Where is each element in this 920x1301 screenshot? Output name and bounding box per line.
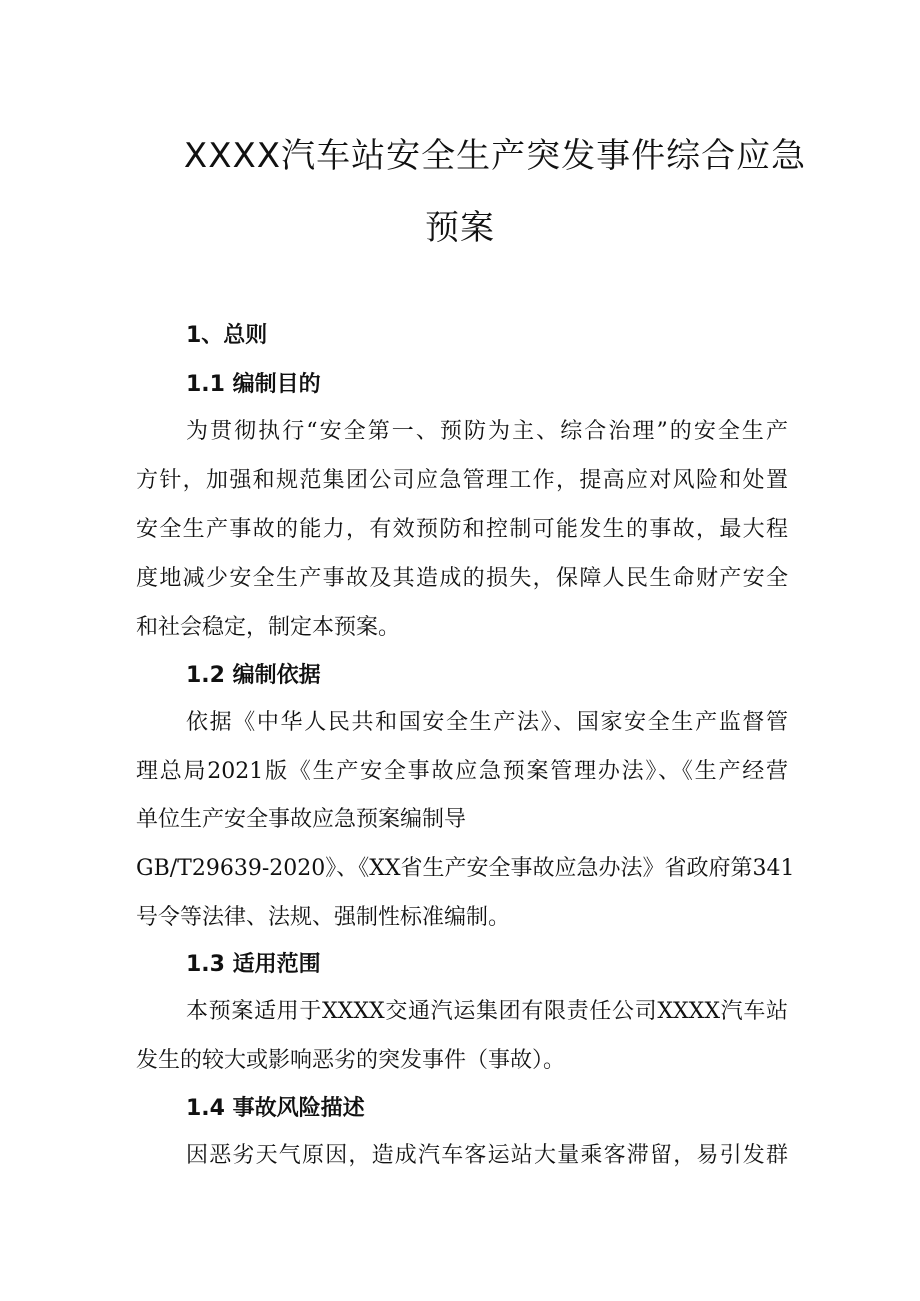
paragraph-line: 本预案适用于XXXX交通汽运集团有限责任公司XXXX汽车站	[186, 999, 788, 1024]
paragraph-line: 方针，加强和规范集团公司应急管理工作，提高应对风险和处置	[136, 468, 788, 493]
paragraph-line: 因恶劣天气原因，造成汽车客运站大量乘客滞留，易引发群	[186, 1143, 788, 1168]
paragraph-line: 单位生产安全事故应急预案编制导	[136, 807, 467, 832]
paragraph-line: 号令等法律、法规、强制性标准编制。	[136, 905, 511, 930]
paragraph-line: 度地减少安全生产事故及其造成的损失，保障人民生命财产安全	[136, 566, 788, 591]
paragraph-line: 为贯彻执行“安全第一、预防为主、综合治理”的安全生产	[186, 419, 788, 444]
paragraph-line: 和社会稳定，制定本预案。	[136, 615, 401, 640]
paragraph-line: 依据《中华人民共和国安全生产法》、国家安全生产监督管	[186, 710, 788, 735]
heading-general: 1、总则	[186, 323, 268, 348]
paragraph-line: 发生的较大或影响恶劣的突发事件（事故）。	[136, 1048, 566, 1073]
heading-risk: 1.4 事故风险描述	[186, 1096, 365, 1121]
document-title-line-1: XXXX汽车站安全生产突发事件综合应急	[183, 136, 807, 176]
heading-basis: 1.2 编制依据	[186, 663, 321, 688]
paragraph-line: 安全生产事故的能力，有效预防和控制可能发生的事故，最大程	[136, 517, 788, 542]
heading-purpose: 1.1 编制目的	[186, 372, 321, 397]
paragraph-line: GB/T29639-2020》、《XX省生产安全事故应急办法》省政府第341	[136, 856, 795, 881]
heading-scope: 1.3 适用范围	[186, 952, 321, 977]
document-title-line-2: 预案	[425, 208, 495, 248]
paragraph-line: 理总局2021版《生产安全事故应急预案管理办法》、《生产经营	[136, 759, 788, 784]
